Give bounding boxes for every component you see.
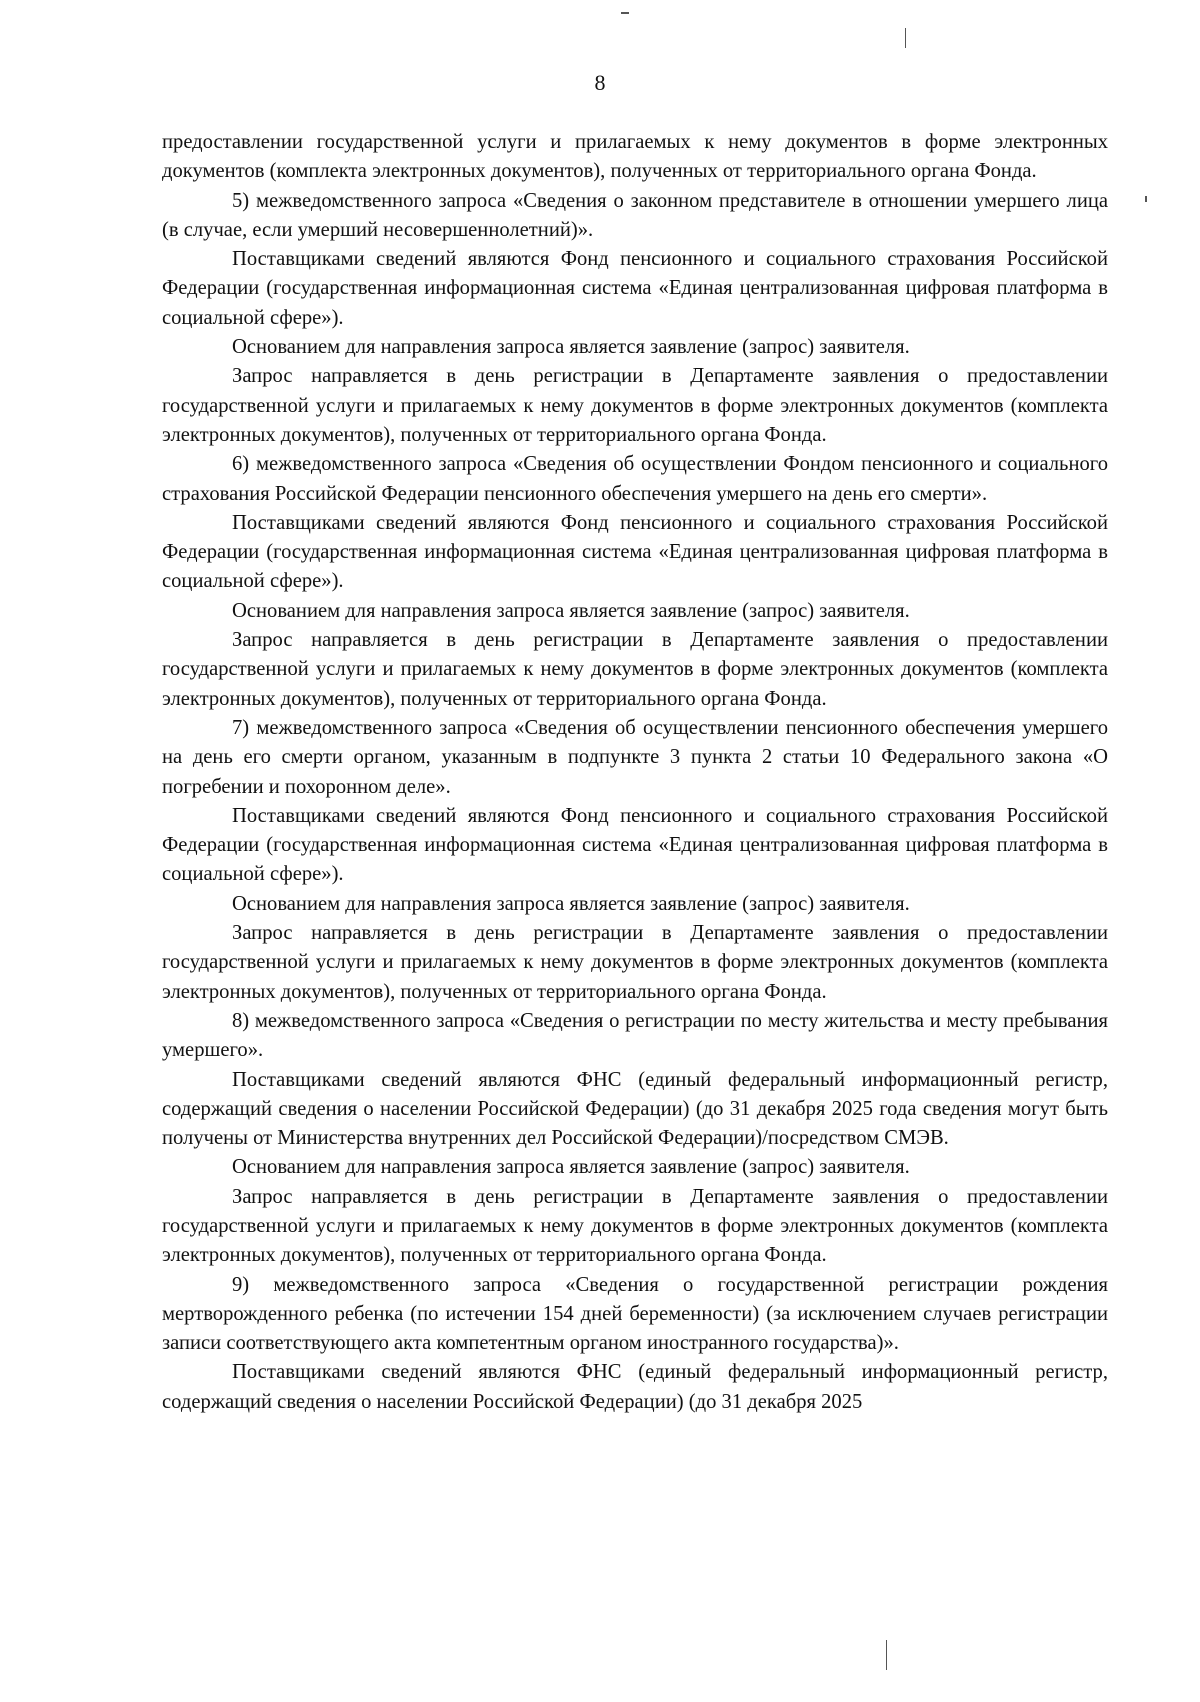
scan-artifact	[905, 28, 906, 48]
paragraph: Основанием для направления запроса является заявление (запрос) заявителя.	[232, 599, 910, 622]
paragraph: Запрос направляется в день регистрации в Департаменте заявления о предоставлении государственной услуги и прилагаемых к нему документов в форме электронных документов (комплекта электронных документов), полученных от территориального органа Фонда.	[162, 629, 1108, 710]
paragraph: Запрос направляется в день регистрации в Департаменте заявления о предоставлении государственной услуги и прилагаемых к нему документов в форме электронных документов (комплекта электронных документов), полученных от территориального органа Фонда.	[162, 922, 1108, 1003]
paragraph: 9) межведомственного запроса «Сведения о государственной регистрации рождения мертворожденного ребенка (по истечении 154 дней беременности) (за исключением случаев регистрации записи соответствующего акта компетентным органом иностранного государства)».	[162, 1273, 1108, 1355]
page-number: 8	[594, 70, 606, 95]
paragraph: 5) межведомственного запроса «Сведения о законном представителе в отношении умершего лица (в случае, если умерший несовершеннолетний)».	[162, 189, 1108, 241]
paragraph: Поставщиками сведений являются Фонд пенсионного и социального страхования Российской Федерации (государственная информационная система «Единая централизованная цифровая платформа в социальной сфере»).	[162, 511, 1108, 593]
document-body	[162, 128, 1108, 1417]
scan-artifact	[886, 1640, 887, 1670]
paragraph: 6) межведомственного запроса «Сведения об осуществлении Фондом пенсионного и социального страхования Российской Федерации пенсионного обеспечения умершего на день его смерти».	[162, 453, 1108, 505]
paragraph: Основанием для направления запроса является заявление (запрос) заявителя.	[232, 336, 910, 359]
scan-artifact	[1145, 196, 1147, 202]
paragraph: Поставщиками сведений являются ФНС (единый федеральный информационный регистр, содержащий сведения о населении Российской Федерации) (до 31 декабря 2025	[162, 1361, 1108, 1413]
paragraph: Основанием для направления запроса является заявление (запрос) заявителя.	[232, 1156, 910, 1179]
scan-artifact	[621, 12, 629, 14]
paragraph: Поставщиками сведений являются Фонд пенсионного и социального страхования Российской Федерации (государственная информационная система «Единая централизованная цифровая платформа в социальной сфере»).	[162, 248, 1108, 329]
paragraph: Основанием для направления запроса является заявление (запрос) заявителя.	[232, 892, 910, 915]
paragraph: Поставщиками сведений являются Фонд пенсионного и социального страхования Российской Федерации (государственная информационная система «Единая централизованная цифровая платформа в социальной сфере»).	[162, 804, 1108, 886]
paragraph: 7) межведомственного запроса «Сведения об осуществлении пенсионного обеспечения умершего на день его смерти органом, указанным в подпункте 3 пункта 2 статьи 10 Федерального закона «О погребении и похоронном деле».	[162, 716, 1108, 798]
paragraph: Запрос направляется в день регистрации в Департаменте заявления о предоставлении государственной услуги и прилагаемых к нему документов в форме электронных документов (комплекта электронных документов), полученных от территориального органа Фонда.	[162, 365, 1108, 446]
paragraph: 8) межведомственного запроса «Сведения о регистрации по месту жительства и месту пребывания умершего».	[162, 1009, 1108, 1062]
paragraph: предоставлении государственной услуги и прилагаемых к нему документов в форме электронных документов (комплекта электронных документов), полученных от территориального органа Фонда.	[162, 131, 1108, 183]
paragraph: Поставщиками сведений являются ФНС (единый федеральный информационный регистр, содержащий сведения о населении Российской Федерации) (до 31 декабря 2025 года сведения могут быть получены от Министерства внутренних дел Российской Федерации)/посредством СМЭВ.	[162, 1068, 1108, 1150]
paragraph: Запрос направляется в день регистрации в Департаменте заявления о предоставлении государственной услуги и прилагаемых к нему документов в форме электронных документов (комплекта электронных документов), полученных от территориального органа Фонда.	[162, 1185, 1108, 1267]
